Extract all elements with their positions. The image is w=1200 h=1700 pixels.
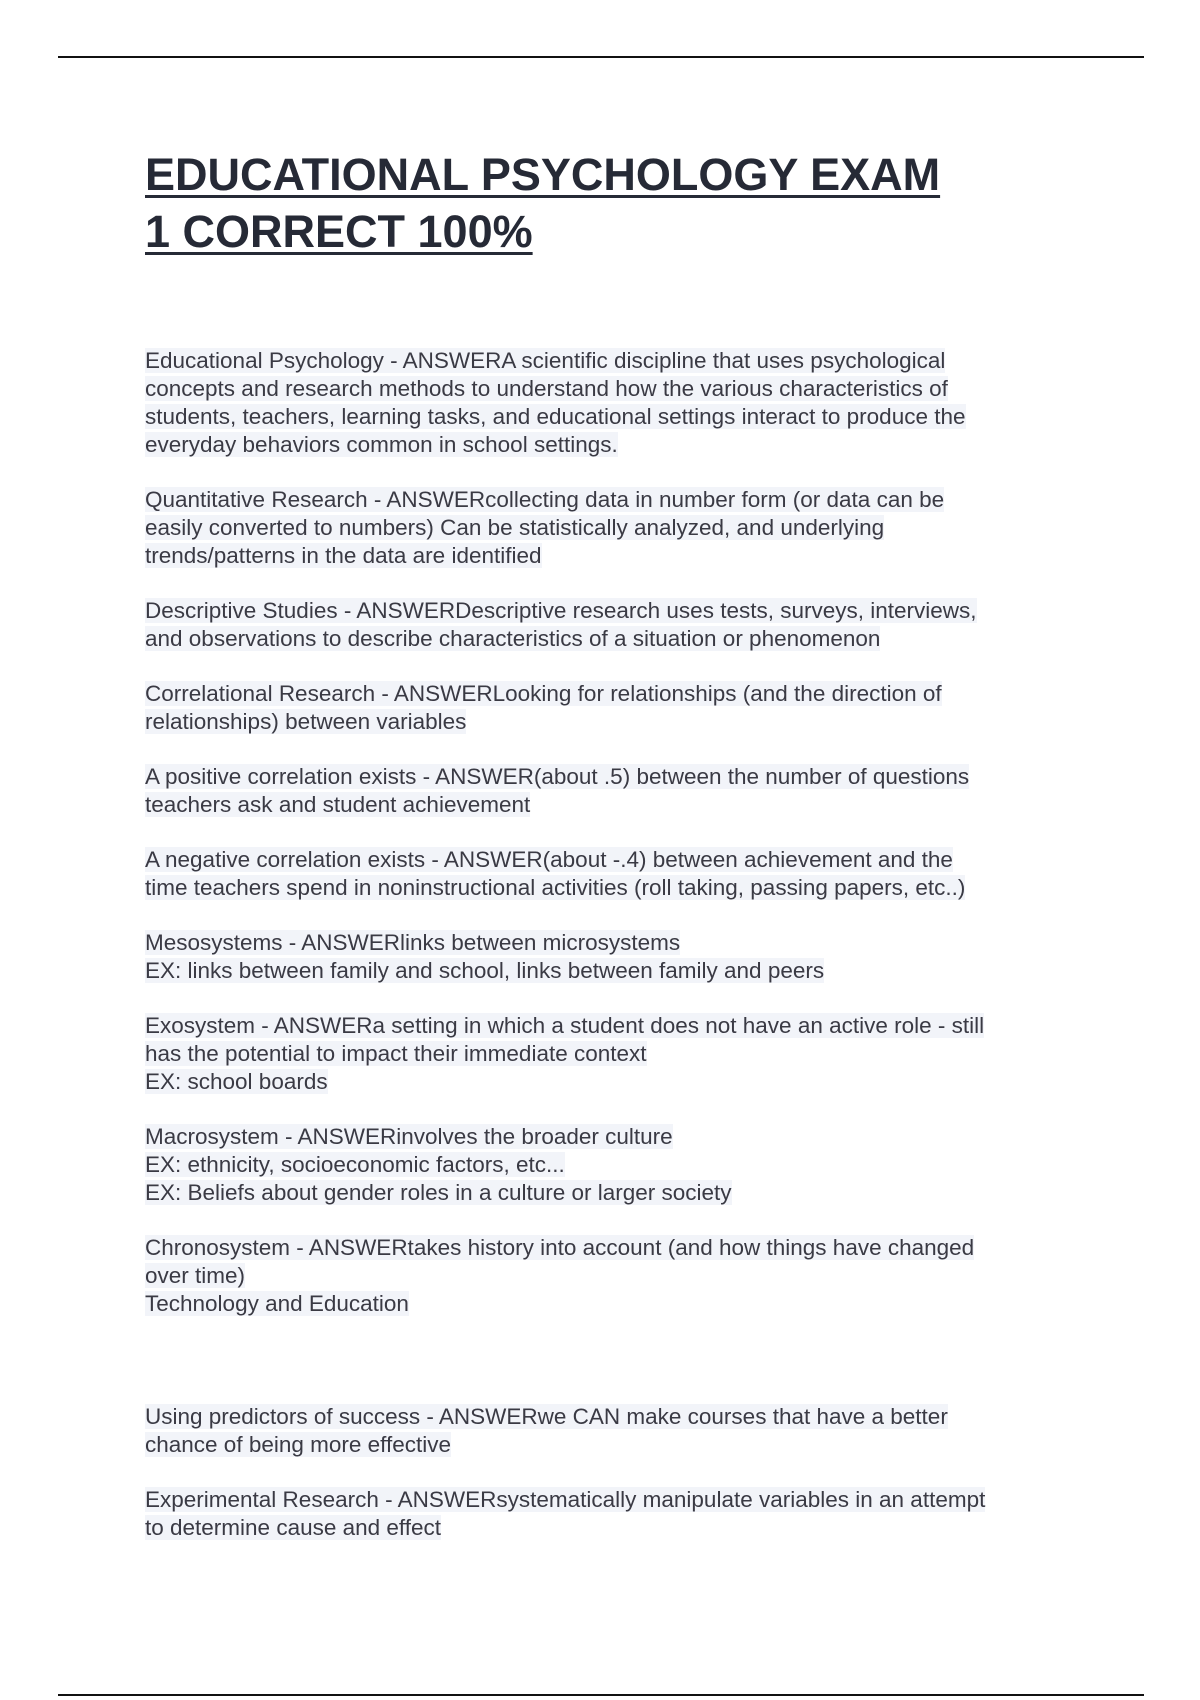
entry-line: Exosystem - ANSWERa setting in which a student does not have an active role - still	[145, 1013, 985, 1038]
entry-line: and observations to describe characteristics of a situation or phenomenon	[145, 626, 881, 651]
entry-line: time teachers spend in noninstructional activities (roll taking, passing papers, etc..)	[145, 875, 966, 900]
entry-line: Technology and Education	[145, 1291, 409, 1316]
entry-line: Chronosystem - ANSWERtakes history into account (and how things have changed	[145, 1235, 975, 1260]
entry-line: to determine cause and effect	[145, 1515, 442, 1540]
entry-line: relationships) between variables	[145, 709, 467, 734]
qa-entry	[145, 1486, 1065, 1542]
qa-entry	[145, 1234, 1065, 1318]
entry-line: A positive correlation exists - ANSWER(about .5) between the number of questions	[145, 764, 970, 789]
entry-line: EX: ethnicity, socioeconomic factors, etc...	[145, 1152, 565, 1177]
entry-line: teachers ask and student achievement	[145, 792, 531, 817]
document-body	[145, 146, 1065, 1569]
document-title	[145, 146, 1065, 260]
entry-line: Macrosystem - ANSWERinvolves the broader culture	[145, 1124, 673, 1149]
entry-line: Using predictors of success - ANSWERwe CAN make courses that have a better	[145, 1404, 948, 1429]
entry-line: Correlational Research - ANSWERLooking for relationships (and the direction of	[145, 681, 942, 706]
entry-line: EX: Beliefs about gender roles in a culture or larger society	[145, 1180, 732, 1205]
entry-line: Experimental Research - ANSWERsystematically manipulate variables in an attempt	[145, 1487, 986, 1512]
qa-entry	[145, 1403, 1065, 1459]
qa-entry	[145, 846, 1065, 902]
title-line: 1 CORRECT 100%	[145, 206, 533, 257]
header-rule	[58, 56, 1144, 58]
entry-line: chance of being more effective	[145, 1432, 452, 1457]
footer-rule	[58, 1694, 1144, 1696]
qa-entry	[145, 1012, 1065, 1096]
entry-line: has the potential to impact their immediate context	[145, 1041, 647, 1066]
qa-entry	[145, 597, 1065, 653]
entry-line: Quantitative Research - ANSWERcollecting data in number form (or data can be	[145, 487, 945, 512]
entry-line: students, teachers, learning tasks, and educational settings interact to produce the	[145, 404, 966, 429]
entry-line: concepts and research methods to understand how the various characteristics of	[145, 376, 948, 401]
entry-line: Descriptive Studies - ANSWERDescriptive research uses tests, surveys, interviews,	[145, 598, 977, 623]
qa-entry	[145, 347, 1065, 459]
qa-list	[145, 347, 1065, 1542]
qa-entry	[145, 929, 1065, 985]
entry-line: trends/patterns in the data are identified	[145, 543, 542, 568]
entry-line: easily converted to numbers) Can be statistically analyzed, and underlying	[145, 515, 885, 540]
entry-line: everyday behaviors common in school settings.	[145, 432, 618, 457]
qa-entry	[145, 763, 1065, 819]
qa-entry	[145, 486, 1065, 570]
entry-line: Educational Psychology - ANSWERA scientific discipline that uses psychological	[145, 348, 946, 373]
qa-entry	[145, 680, 1065, 736]
entry-line: over time)	[145, 1263, 246, 1288]
title-line: EDUCATIONAL PSYCHOLOGY EXAM	[145, 149, 941, 200]
entry-line: EX: school boards	[145, 1069, 328, 1094]
qa-entry	[145, 1123, 1065, 1207]
entry-line: A negative correlation exists - ANSWER(about -.4) between achievement and the	[145, 847, 953, 872]
entry-line: EX: links between family and school, links between family and peers	[145, 958, 825, 983]
entry-line: Mesosystems - ANSWERlinks between microsystems	[145, 930, 681, 955]
